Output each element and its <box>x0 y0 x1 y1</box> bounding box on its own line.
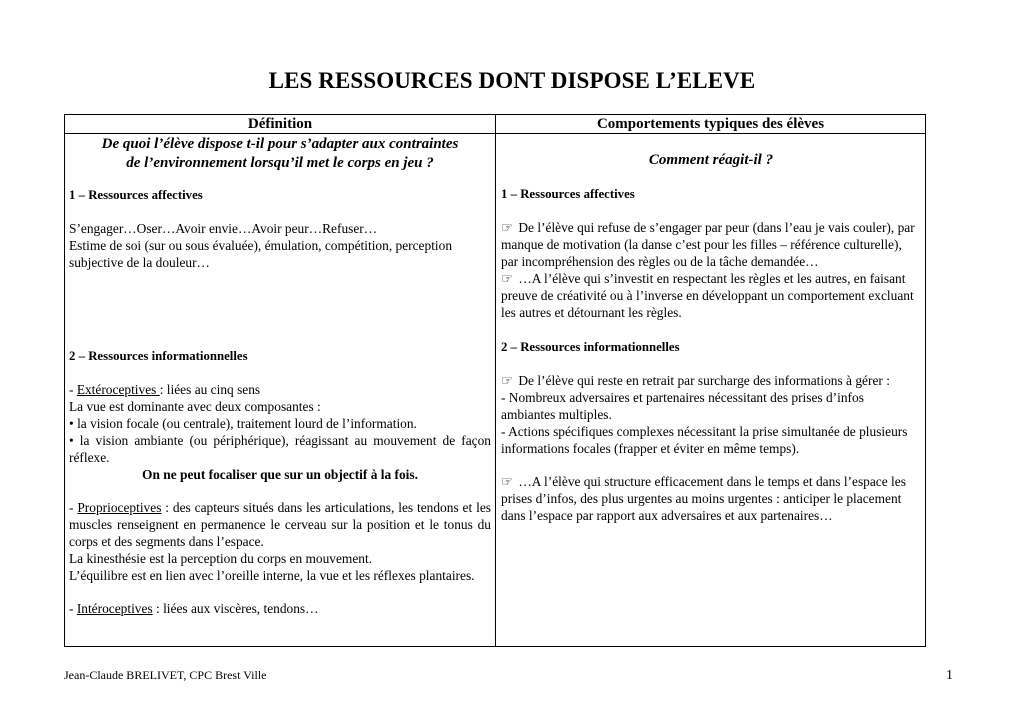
affectives-verbs: S’engager…Oser…Avoir envie…Avoir peur…Refuser… <box>69 221 378 236</box>
left-section-affectives-title: 1 – Ressources affectives <box>69 188 203 202</box>
page-title: LES RESSOURCES DONT DISPOSE L’ELEVE <box>268 68 756 93</box>
definition-question-line1: De quoi l’élève dispose t-il pour s’adapter aux contraintes <box>101 136 459 152</box>
header-definition: Définition <box>65 115 496 134</box>
bullet-icon: • <box>69 416 74 431</box>
exteroceptives-line <box>69 381 491 398</box>
intero-prefix: - <box>69 601 77 616</box>
comportements-cell <box>496 134 926 647</box>
comportements-question: Comment réagit-il ? <box>648 152 774 168</box>
bullet-icon: • <box>69 433 74 448</box>
item-investissement-text: …A l’élève qui s’investit en respectant les règles et les autres, en faisant preuve de créativité ou à l’inverse en développant un comportement excluant les autres et détournant les règles. <box>501 271 914 320</box>
vue-dominante-line: La vue est dominante avec deux composantes : <box>69 399 321 414</box>
proprioceptives-rest: : des capteurs situés dans les articulations, les tendons et les muscles renseignent en permanence le cerveau sur la position et le tonus du corps et des segments dans l’espace. <box>69 500 491 549</box>
left-section-informationnelles-title: 2 – Ressources informationnelles <box>69 349 248 363</box>
right-section-informationnelles-title: 2 – Ressources informationnelles <box>501 340 680 354</box>
item-refus-engagement-text: De l’élève qui refuse de s’engager par peur (dans l’eau je vais couler), par manque de motivation (la danse c’est pour les filles – référence culturelle), par incompréhension des règles ou de la tâche demandée… <box>501 220 915 269</box>
table-header-row <box>65 115 926 134</box>
bullet-vision-focale <box>69 415 491 432</box>
bullet-vision-focale-text: la vision focale (ou centrale), traitement lourd de l’information. <box>77 416 417 431</box>
bullet-vision-ambiante-text: la vision ambiante (ou périphérique), réagissant au mouvement de façon réflexe. <box>69 433 491 465</box>
equilibre-line: L’équilibre est en lien avec l’oreille interne, la vue et les réflexes plantaires. <box>69 568 475 583</box>
item-retrait-surcharge-text: De l’élève qui reste en retrait par surcharge des informations à gérer : <box>518 373 890 388</box>
pointing-hand-icon: ☞ <box>501 271 514 286</box>
pointing-hand-icon: ☞ <box>501 474 514 489</box>
proprioceptives-term: Proprioceptives <box>77 500 162 515</box>
proprio-prefix: - <box>69 500 78 515</box>
line-adversaires: - Nombreux adversaires et partenaires nécessitant des prises d’infos ambiantes multiples. <box>501 390 864 422</box>
pointing-hand-icon: ☞ <box>501 220 514 235</box>
pointing-hand-icon: ☞ <box>501 373 514 388</box>
proprioceptives-paragraph <box>69 499 491 550</box>
item-structure-efficace <box>501 473 921 524</box>
interoceptives-line <box>69 600 491 617</box>
bullet-vision-ambiante <box>69 432 491 466</box>
definition-cell <box>65 134 496 647</box>
right-section-affectives-title: 1 – Ressources affectives <box>501 187 635 201</box>
line-actions: - Actions spécifiques complexes nécessitant la prise simultanée de plusieurs informations focales (frapper et éviter en même temps). <box>501 424 908 456</box>
item-retrait-surcharge <box>501 372 921 389</box>
interoceptives-rest: : liées aux viscères, tendons… <box>152 601 319 616</box>
item-refus-engagement <box>501 219 921 270</box>
kinesthesie-line: La kinesthésie est la perception du corps en mouvement. <box>69 551 373 566</box>
footer-author: Jean-Claude BRELIVET, CPC Brest Ville <box>64 668 267 682</box>
item-investissement <box>501 270 921 321</box>
header-comportements: Comportements typiques des élèves <box>496 115 926 134</box>
resources-table <box>64 114 926 647</box>
interoceptives-term: Intéroceptives <box>76 601 153 616</box>
table-body-row <box>65 134 926 647</box>
page-number: 1 <box>946 668 953 683</box>
exteroceptives-term: Extéroceptives <box>76 382 160 397</box>
definition-question-line2: de l’environnement lorsqu’il met le corps en jeu ? <box>126 155 434 171</box>
focus-statement: On ne peut focaliser que sur un objectif à la fois. <box>142 467 418 482</box>
item-structure-efficace-text: …A l’élève qui structure efficacement dans le temps et dans l’espace les prises d’infos, des plus urgentes au moins urgentes : anticiper le placement dans l’espace par rapport aux adversaires et aux partenaires… <box>501 474 906 523</box>
affectives-estime: Estime de soi (sur ou sous évaluée), émulation, compétition, perception subjective de la douleur… <box>69 238 453 270</box>
exteroceptives-rest: : liées au cinq sens <box>159 382 261 397</box>
extero-prefix: - <box>69 382 77 397</box>
